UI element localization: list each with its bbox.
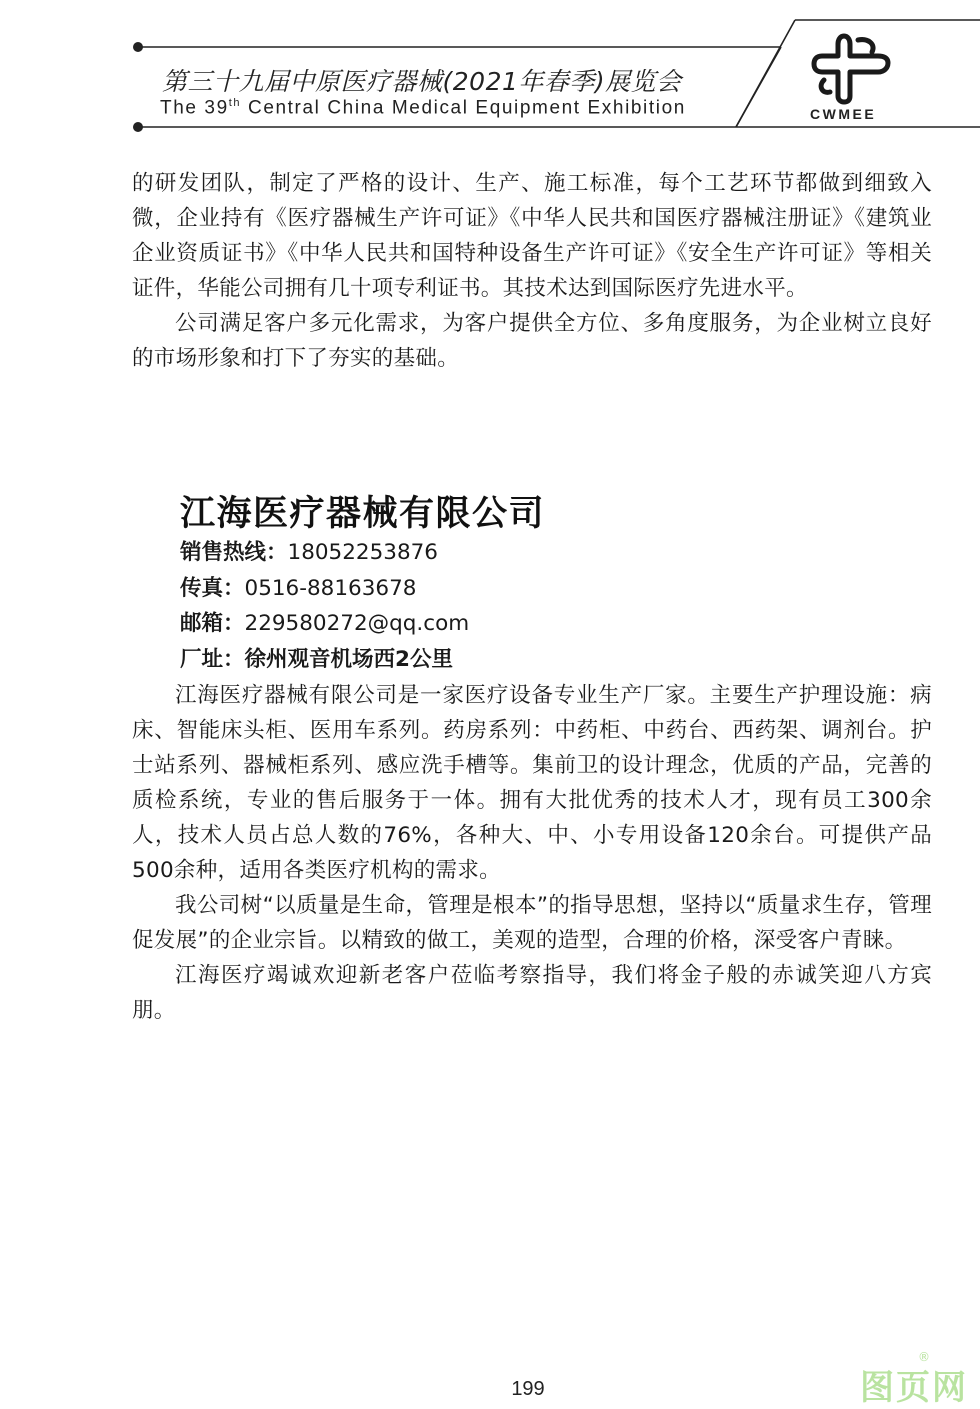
hotline-value: 18052253876 <box>287 540 438 565</box>
watermark-registered-mark: ® <box>918 1350 930 1364</box>
intro-section <box>132 166 932 376</box>
page-header <box>0 0 980 140</box>
exhibition-title-en: The 39th Central China Medical Equipment Exhibition <box>160 97 686 119</box>
company-description <box>132 678 932 1028</box>
address-value: 徐州观音机场西2公里 <box>244 646 453 672</box>
logo-text: CWMEE <box>810 106 877 122</box>
description-paragraph: 江海医疗器械有限公司是一家医疗设备专业生产厂家。主要生产护理设施：病床、智能床头柜、医用车系列。药房系列：中药柜、中药台、西药架、调剂台。护士站系列、器械柜系列、感应洗手槽等。集前卫的设计理念，优质的产品，完善的质检系统，专业的售后服务于一体。拥有大批优秀的技术人才，现有员工300余人，技术人员占总人数的76%，各种大、中、小专用设备120余台。可提供产品500余种，适用各类医疗机构的需求。 <box>132 683 932 883</box>
company-name: 江海医疗器械有限公司 <box>180 494 546 534</box>
intro-paragraph: 公司满足客户多元化需求，为客户提供全方位、多角度服务，为企业树立良好的市场形象和打下了夯实的基础。 <box>132 311 932 371</box>
cwmee-cross-logo-icon <box>806 30 896 105</box>
contact-list <box>180 535 469 677</box>
email-value: 229580272@qq.com <box>244 611 470 636</box>
exhibition-title-cn: 第三十九届中原医疗器械(2021年春季)展览会 <box>162 67 682 96</box>
contact-email: 邮箱：229580272@qq.com <box>180 611 470 636</box>
description-paragraph: 江海医疗竭诚欢迎新老客户莅临考察指导，我们将金子般的赤诚笑迎八方宾朋。 <box>132 963 932 1023</box>
fax-value: 0516-88163678 <box>244 575 417 601</box>
contact-hotline: 销售热线：18052253876 <box>180 540 438 565</box>
watermark-logo: 图页网 <box>860 1368 968 1408</box>
contact-fax: 传真：0516-88163678 <box>180 575 417 601</box>
intro-paragraph: 的研发团队，制定了严格的设计、生产、施工标准，每个工艺环节都做到细致入微，企业持有《医疗器械生产许可证》《中华人民共和国医疗器械注册证》《建筑业企业资质证书》《中华人民共和国特种设备生产许可证》《安全生产许可证》等相关证件，华能公司拥有几十项专利证书。其技术达到国际医疗先进水平。 <box>132 171 932 301</box>
contact-address: 厂址：徐州观音机场西2公里 <box>180 646 453 672</box>
description-paragraph: 我公司树“以质量是生命，管理是根本”的指导思想，坚持以“质量求生存，管理促发展”的企业宗旨。以精致的做工，美观的造型，合理的价格，深受客户青睐。 <box>132 893 932 953</box>
page-number: 199 <box>511 1378 545 1400</box>
